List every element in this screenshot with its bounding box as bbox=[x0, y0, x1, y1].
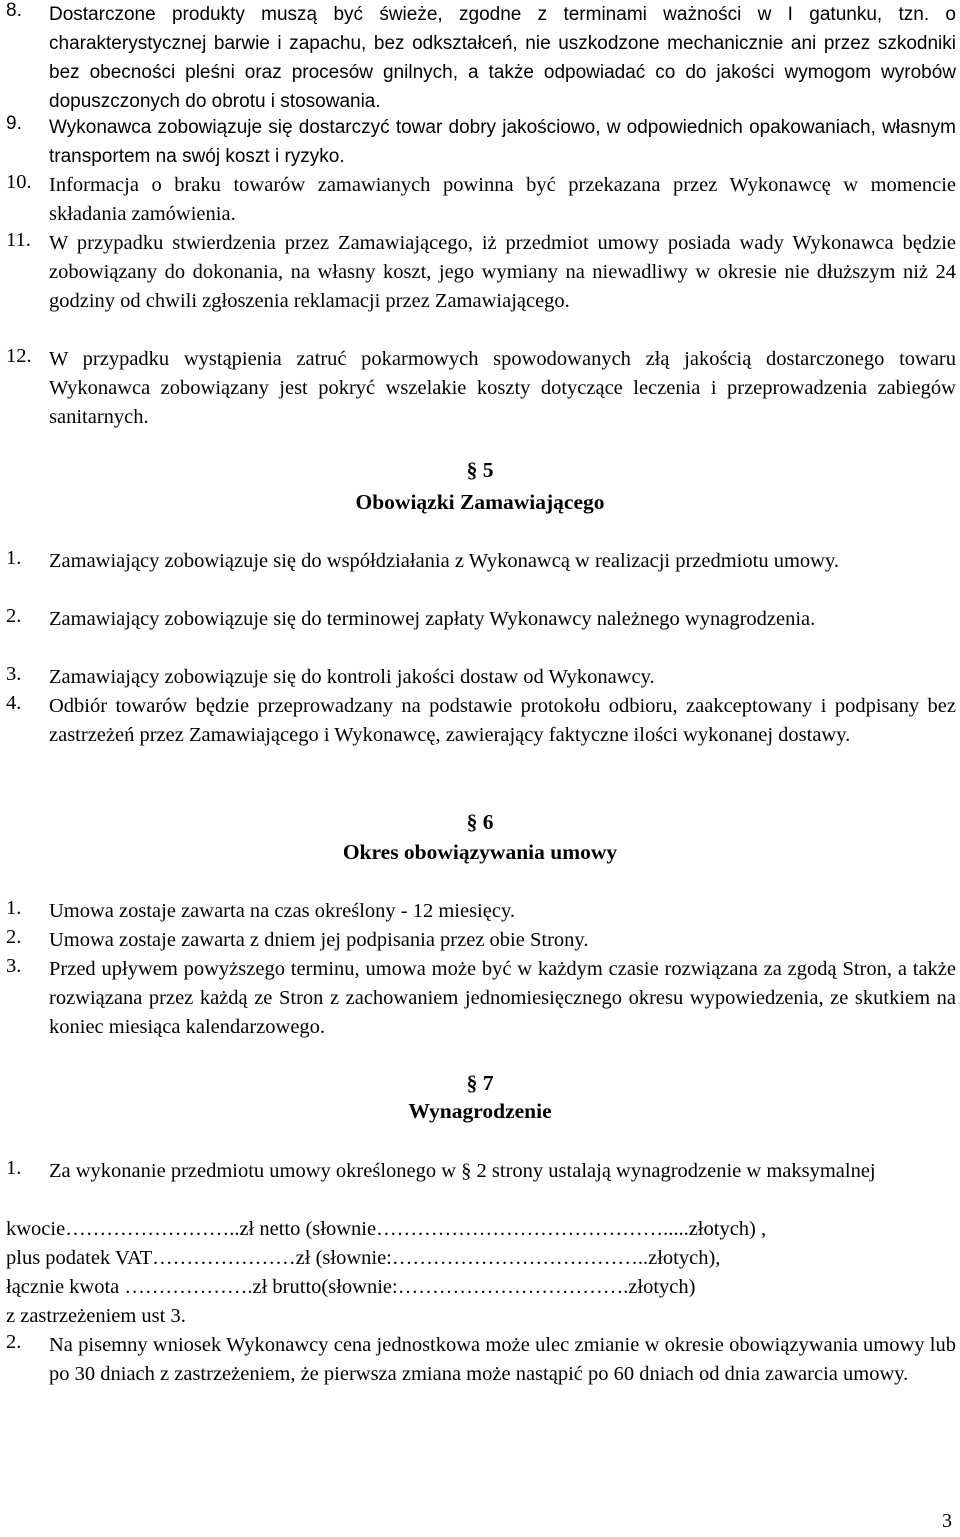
section-5-number: § 5 bbox=[466, 458, 494, 482]
clause-text: Wykonawca zobowiązuje się dostarczyć towar dobry jakościowo, w odpowiednich opakowaniach, własnym transportem na swój koszt i ryzyko. bbox=[49, 117, 956, 167]
clause-number: 11. bbox=[6, 229, 31, 251]
amount-line-gross: łącznie kwota ……………….zł brutto(słownie:…………………………….złotych) bbox=[6, 1276, 696, 1298]
item-number: 1. bbox=[6, 897, 22, 919]
item-number: 1. bbox=[6, 1157, 22, 1179]
item-number: 2. bbox=[6, 926, 22, 948]
item-text: Zamawiający zobowiązuje się do współdziałania z Wykonawcą w realizacji przedmiotu umowy. bbox=[49, 550, 839, 572]
item-text: Przed upływem powyższego terminu, umowa może być w każdym czasie rozwiązana za zgodą Stron, a także rozwiązana przez każdą ze Stron z zachowaniem jednomiesięcznego okresu wypowiedzenia, ze skutkiem na koniec miesiąca kalendarzowego. bbox=[49, 958, 956, 1038]
section-7-number: § 7 bbox=[466, 1071, 494, 1095]
clause-number: 8. bbox=[6, 0, 22, 21]
item-text: Za wykonanie przedmiotu umowy określonego w § 2 strony ustalają wynagrodzenie w maksymalnej bbox=[49, 1160, 876, 1182]
section-7-title: Wynagrodzenie bbox=[408, 1099, 552, 1123]
clause-text: W przypadku wystąpienia zatruć pokarmowych spowodowanych złą jakością dostarczonego towaru Wykonawca zobowiązany jest pokryć wszelakie koszty dotyczące leczenia i przeprowadzenia zabiegów sanitarnych. bbox=[49, 348, 956, 428]
clause-text: Informacja o braku towarów zamawianych powinna być przekazana przez Wykonawcę w momencie składania zamówienia. bbox=[49, 174, 956, 225]
clause-number: 12. bbox=[6, 345, 32, 367]
item-text: Na pisemny wniosek Wykonawcy cena jednostkowa może ulec zmianie w okresie obowiązywania umowy lub po 30 dniach z zastrzeżeniem, że pierwsza zmiana może nastąpić po 60 dniach od dnia zawarcia umowy. bbox=[49, 1334, 956, 1385]
item-text: Umowa zostaje zawarta z dniem jej podpisania przez obie Strony. bbox=[49, 929, 589, 951]
item-text: Umowa zostaje zawarta na czas określony - 12 miesięcy. bbox=[49, 900, 515, 922]
clause-text: Dostarczone produkty muszą być świeże, zgodne z terminami ważności w I gatunku, tzn. o charakterystycznej barwie i zapachu, bez odkształceń, nie uszkodzone mechanicznie ani przez szkodniki bez obecności pleśni oraz procesów gnilnych, a także odpowiadać co do jakości wymogom wyrobów dopuszczonych do obrotu i stosowania. bbox=[49, 4, 956, 112]
item-number: 3. bbox=[6, 663, 22, 685]
item-text: Zamawiający zobowiązuje się do terminowej zapłaty Wykonawcy należnego wynagrodzenia. bbox=[49, 608, 816, 630]
amount-line-net: kwocie……………………..zł netto (słownie…………………………………….....złotych) , bbox=[6, 1218, 767, 1240]
clause-number: 9. bbox=[6, 113, 22, 134]
amount-line-vat: plus podatek VAT…………………zł (słownie:………………………………..złotych), bbox=[6, 1247, 721, 1269]
clause-text: W przypadku stwierdzenia przez Zamawiającego, iż przedmiot umowy posiada wady Wykonawca będzie zobowiązany do dokonania, na własny koszt, jego wymiany na niewadliwy w okresie nie dłuższym niż 24 godziny od chwili zgłoszenia reklamacji przez Zamawiającego. bbox=[49, 232, 956, 312]
item-text: Zamawiający zobowiązuje się do kontroli jakości dostaw od Wykonawcy. bbox=[49, 666, 655, 688]
item-number: 4. bbox=[6, 692, 22, 714]
clause-number: 10. bbox=[6, 171, 32, 193]
item-number: 2. bbox=[6, 1331, 22, 1353]
reservation-note: z zastrzeżeniem ust 3. bbox=[6, 1305, 186, 1327]
item-number: 1. bbox=[6, 547, 22, 569]
item-text: Odbiór towarów będzie przeprowadzany na podstawie protokołu odbioru, zaakceptowany i podpisany bez zastrzeżeń przez Zamawiającego i Wykonawcę, zawierający faktyczne ilości wykonanej dostawy. bbox=[49, 695, 956, 746]
page-number: 3 bbox=[942, 1510, 952, 1532]
section-6-title: Okres obowiązywania umowy bbox=[342, 840, 618, 864]
item-number: 3. bbox=[6, 955, 22, 977]
item-number: 2. bbox=[6, 605, 22, 627]
section-5-title: Obowiązki Zamawiającego bbox=[355, 490, 605, 514]
section-6-number: § 6 bbox=[466, 810, 494, 834]
